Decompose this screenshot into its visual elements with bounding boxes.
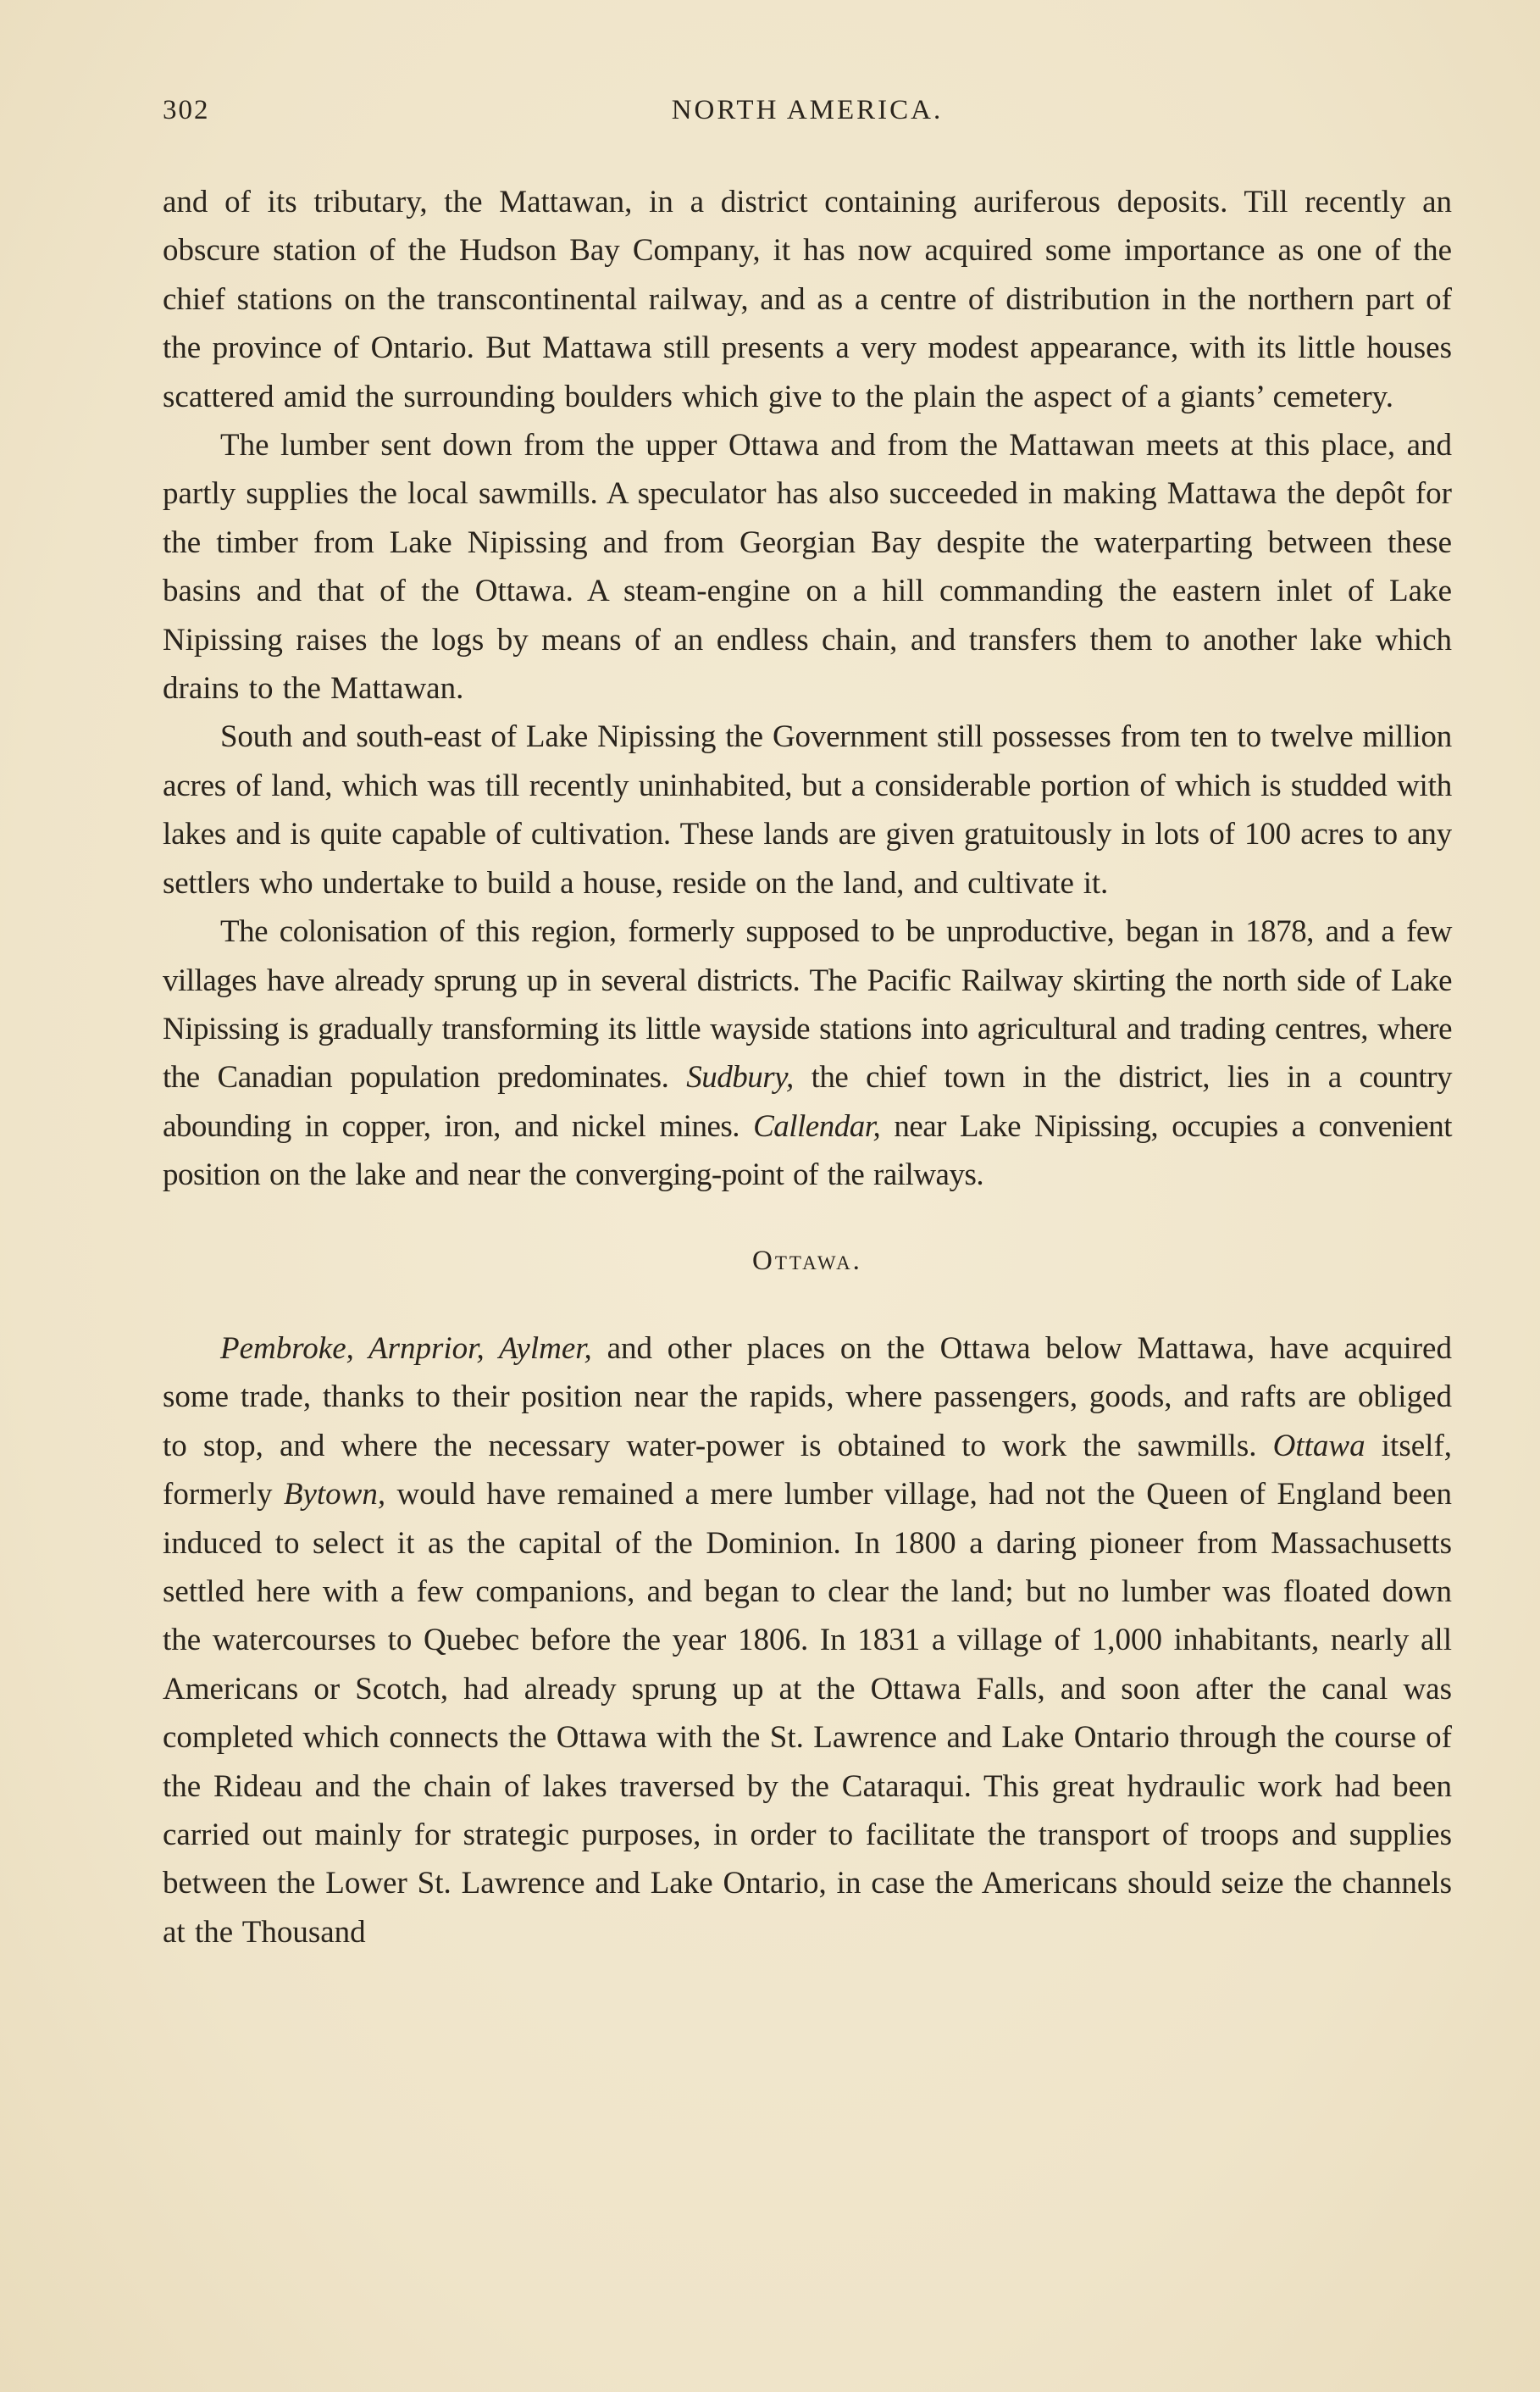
paragraph-continuation: and of its tributary, the Mattawan, in a district containing auriferous deposits. Till recently an obscure station of the Hudson Bay Company, it has now acquired some importance as one of the chief stations on the transcontinental railway, and as a centre of distribution in the northern part of the province of Ontario. But Mattawa still presents a very modest appearance, with its little houses scattered amid the surrounding boulders which give to the plain the aspect of a giants’ cemetery.: [163, 185, 1452, 414]
paragraph-ottawa: [163, 1324, 1452, 1956]
running-title: NORTH AMERICA.: [671, 95, 944, 125]
page-number: 302: [163, 95, 210, 125]
paragraph-colonisation-text: near Lake Nipissing, occupies a convenient position on the lake and near the converging-point of the railways.: [163, 1108, 1452, 1193]
place-name-sudbury: Sudbury,: [686, 1060, 794, 1096]
paragraph-ottawa-text: itself, formerly: [163, 1428, 1453, 1512]
paragraph-lumber: The lumber sent down from the upper Ottawa and from the Mattawan meets at this place, and partly supplies the local sawmills. A speculator has also succeeded in making Mattawa the depôt for the timber from Lake Nipissing and from Georgian Bay despite the waterparting between these basins and that of the Ottawa. A steam-engine on a hill commanding the eastern inlet of Lake Nipissing raises the logs by means of an endless chain, and transfers them to another lake which drains to the Mattawan.: [163, 428, 1452, 707]
paragraph-colonisation-text: The colonisation of this region, formerly supposed to be unproductive, began in 1878, and a few villages have already sprung up in several districts. The Pacific Railway skirting the north side of Lake Nipissing is gradually transforming its little wayside stations into agricultural and trading centres, where the Canadian population predominates.: [163, 914, 1452, 1096]
place-name-bytown: Bytown,: [283, 1477, 386, 1512]
body-text: [163, 178, 1452, 1956]
place-names-pembroke-arnprior-aylmer: Pembroke, Arnprior, Aylmer,: [220, 1330, 592, 1366]
place-name-callendar: Callendar,: [753, 1108, 881, 1144]
paragraph-colonisation: [163, 907, 1452, 1199]
place-name-ottawa: Ottawa: [1272, 1428, 1366, 1463]
section-heading: Ottawa.: [752, 1245, 862, 1276]
paragraph-ottawa-text: and other places on the Ottawa below Mattawa, have acquired some trade, thanks to their position near the rapids, where passengers, goods, and rafts are obliged to stop, and where the necessary water-power is obtained to work the sawmills.: [163, 1330, 1452, 1463]
paragraph-ottawa-text: would have remained a mere lumber village, had not the Queen of England been induced to select it as the capital of the Dominion. In 1800 a daring pioneer from Massachusetts settled here with a few companions, and began to clear the land; but no lumber was floated down the watercourses to Quebec before the year 1806. In 1831 a village of 1,000 inhabitants, nearly all Americans or Scotch, had already sprung up at the Ottawa Falls, and soon after the canal was completed which connects the Ottawa with the St. Lawrence and Lake Ontario through the course of the Rideau and the chain of lakes traversed by the Cataraqui. This great hydraulic work had been carried out mainly for strategic purposes, in order to facilitate the transport of troops and supplies between the Lower St. Lawrence and Lake Ontario, in case the Americans should seize the channels at the Thousand: [163, 1477, 1452, 1950]
paragraph-land-grants: South and south-east of Lake Nipissing the Government still possesses from ten to twelve million acres of land, which was till recently uninhabited, but a considerable portion of which is studded with lakes and is quite capable of cultivation. These lands are given gratuitously in lots of 100 acres to any settlers who undertake to build a house, reside on the land, and cultivate it.: [163, 719, 1452, 901]
paragraph-colonisation-text: the chief town in the district, lies in a country abounding in copper, iron, and nickel mines.: [163, 1060, 1452, 1144]
running-head: [163, 95, 1452, 137]
